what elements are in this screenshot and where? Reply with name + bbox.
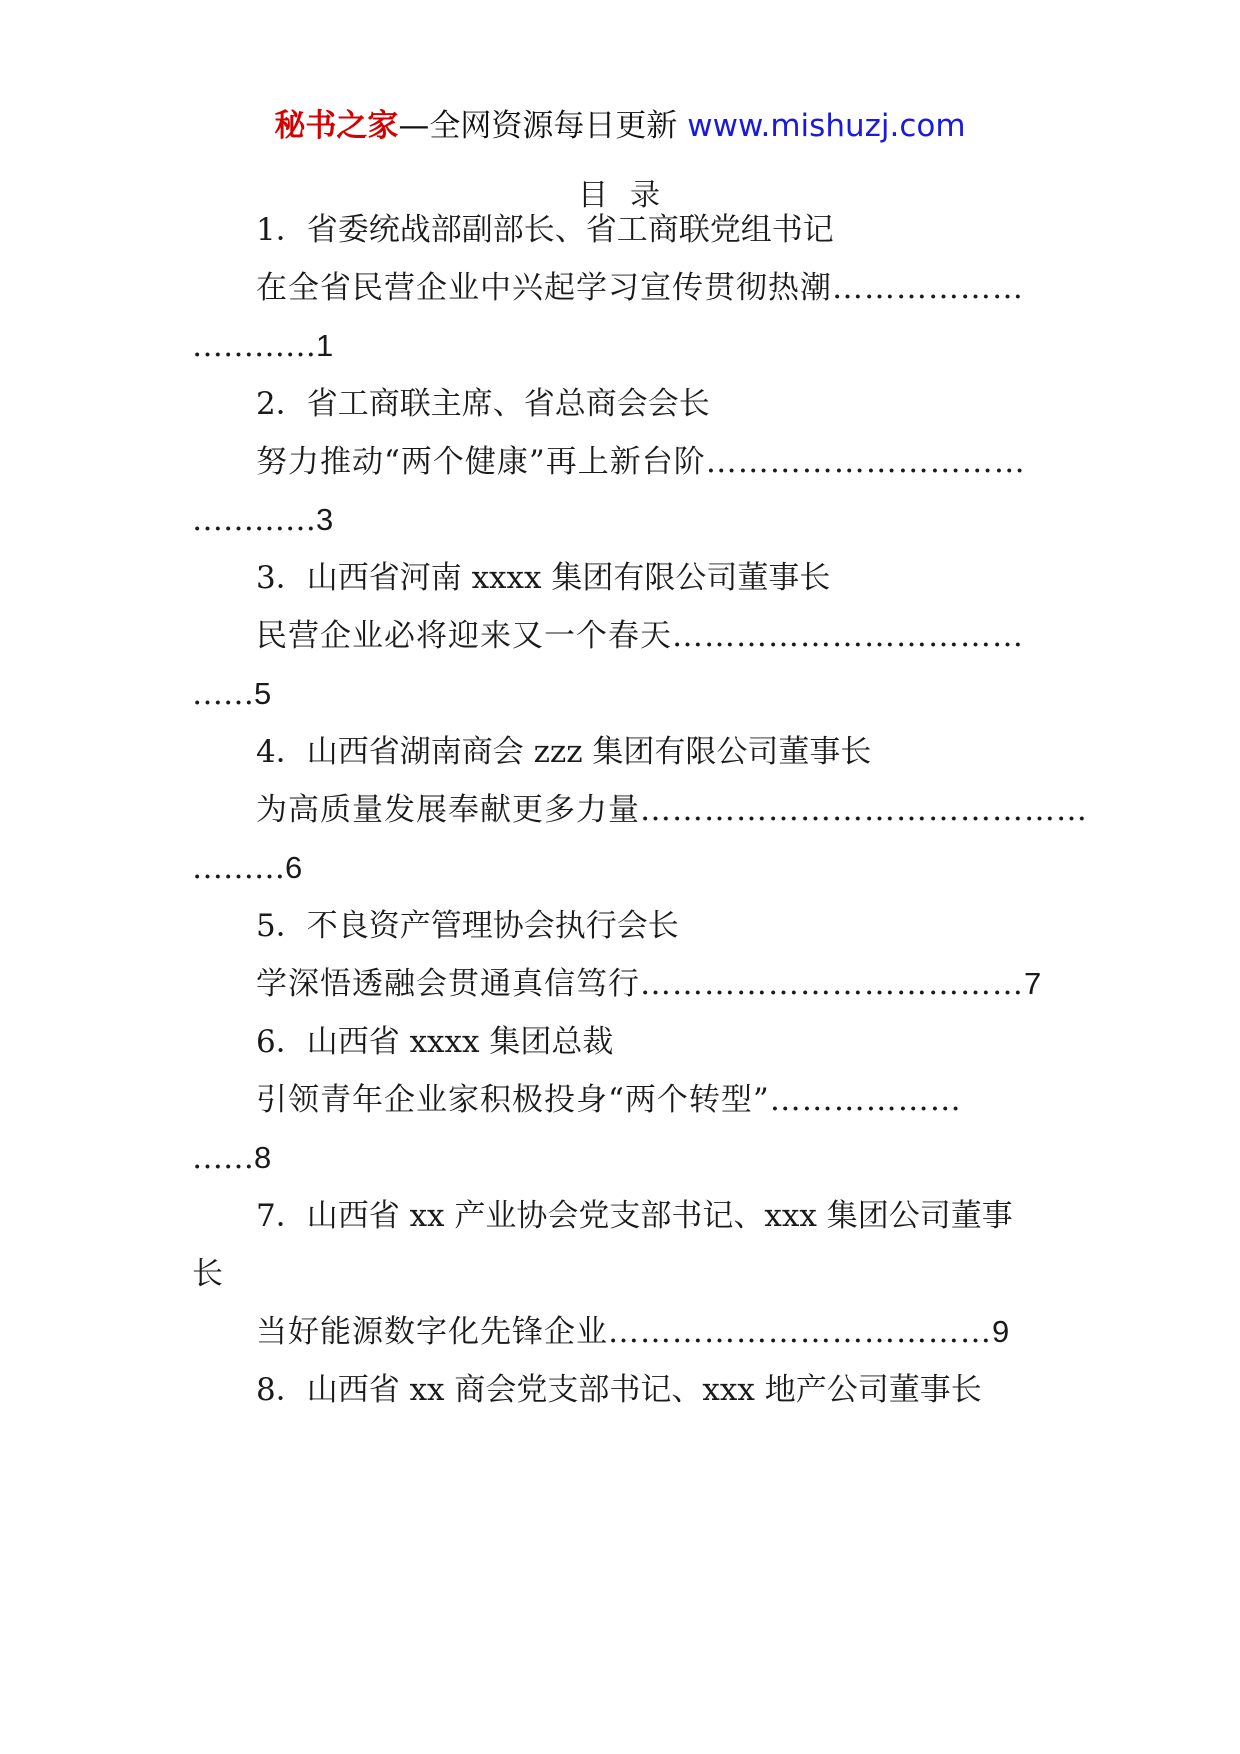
brand-name: 秘书之家	[274, 108, 399, 144]
toc-entry-leader	[192, 1138, 271, 1178]
toc-title: 目录	[578, 178, 682, 213]
toc-entry-heading: 4．山西省湖南商会 zzz 集团有限公司董事长	[256, 734, 872, 770]
page-number[interactable]: 9	[992, 1314, 1011, 1349]
leader-dots: …………	[192, 502, 316, 538]
toc-entry-heading: 7．山西省 xx 产业协会党支部书记、xxx 集团公司董事	[256, 1198, 1013, 1234]
leader-dots: ………	[192, 850, 285, 886]
toc-entry-title[interactable]: 民营企业必将迎来又一个春天……………………………	[256, 618, 1024, 654]
toc-entry-title[interactable]: 努力推动“两个健康”再上新台阶…………………………	[256, 444, 1026, 480]
site-header	[0, 100, 1240, 145]
toc-entry-heading-cont: 长	[192, 1256, 223, 1292]
toc-entry-leader	[192, 500, 333, 540]
leader-dots: …………	[192, 328, 316, 364]
toc-entry-title[interactable]: 引领青年企业家积极投身“两个转型”………………	[256, 1082, 962, 1118]
toc-entry-heading: 3．山西省河南 xxxx 集团有限公司董事长	[256, 560, 831, 596]
toc-entry-title[interactable]	[256, 964, 1042, 1004]
toc-entry-heading: 5．不良资产管理协会执行会长	[256, 908, 679, 944]
toc-entry-leader	[192, 848, 302, 888]
page-number[interactable]: 1	[316, 328, 334, 363]
toc-entry-heading: 8．山西省 xx 商会党支部书记、xxx 地产公司董事长	[256, 1372, 982, 1408]
page-number[interactable]: 5	[254, 676, 272, 711]
toc-entry-heading: 6．山西省 xxxx 集团总裁	[256, 1024, 614, 1060]
page-number[interactable]: 8	[254, 1140, 272, 1175]
leader-dots: ……	[192, 1140, 254, 1176]
page-number[interactable]: 7	[1024, 966, 1043, 1001]
page-number[interactable]: 3	[316, 502, 334, 537]
toc-entry-title[interactable]: 为高质量发展奉献更多力量……………………………………	[256, 792, 1088, 828]
toc-entry-leader	[192, 326, 333, 366]
toc-entry-heading: 2．省工商联主席、省总商会会长	[256, 386, 710, 422]
page-number[interactable]: 6	[285, 850, 303, 885]
entry-title-text: 当好能源数字化先锋企业………………………………	[256, 1314, 992, 1350]
toc-entry-title[interactable]	[256, 1312, 1010, 1352]
header-slogan: —全网资源每日更新	[398, 108, 688, 144]
toc-entry-title[interactable]: 在全省民营企业中兴起学习宣传贯彻热潮………………	[256, 270, 1024, 306]
toc-entry-leader	[192, 674, 271, 714]
leader-dots: ……	[192, 676, 254, 712]
toc-entry-heading: 1．省委统战部副部长、省工商联党组书记	[256, 212, 834, 248]
header-url[interactable]: www.mishuzj.com	[687, 108, 966, 144]
entry-title-text: 学深悟透融会贯通真信笃行………………………………	[256, 966, 1024, 1002]
